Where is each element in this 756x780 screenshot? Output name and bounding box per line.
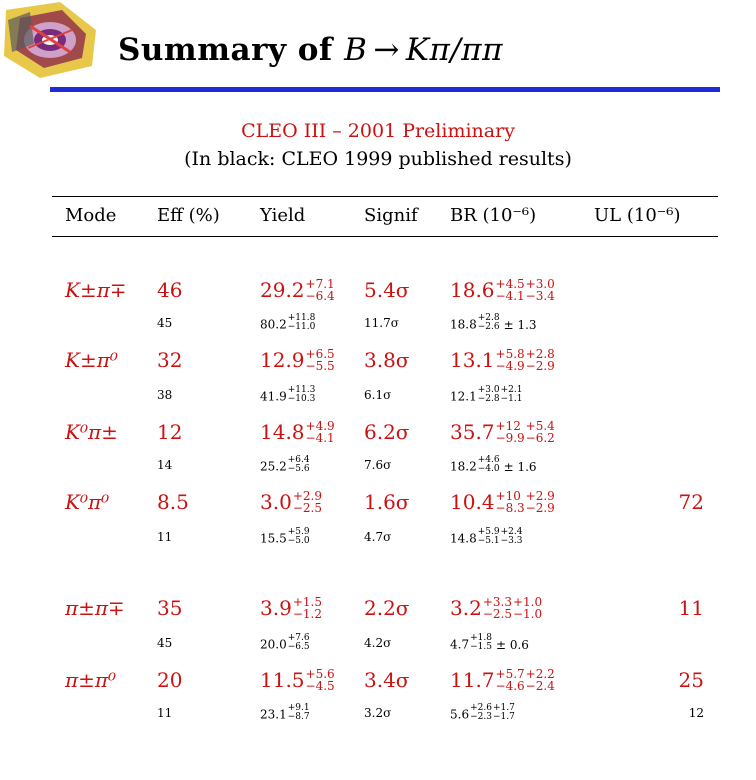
yield-err-up: +5.6	[305, 666, 335, 681]
yield-err-up: +6.5	[305, 346, 335, 361]
yield-err-up: +1.5	[292, 594, 322, 609]
significance: 1.6σ	[364, 490, 410, 514]
branching-ratio-value: 4.7	[450, 637, 470, 652]
yield	[260, 348, 335, 374]
yield-value: 23.1	[260, 707, 287, 722]
branching-ratio-stat-up: +1.8	[470, 633, 492, 643]
decay-mode: K±π⁰	[65, 348, 118, 372]
branching-ratio	[450, 703, 515, 724]
table-header-rule	[52, 236, 718, 237]
branching-ratio-syst: ± 0.6	[495, 637, 529, 652]
branching-ratio-value: 3.2	[450, 596, 482, 620]
yield-value: 3.0	[260, 490, 292, 514]
branching-ratio-syst-up: +1.7	[492, 703, 515, 713]
yield-err-up: +4.9	[305, 418, 335, 433]
branching-ratio-syst-up: +2.2	[525, 666, 555, 681]
branching-ratio-stat-up: +2.6	[470, 703, 492, 713]
yield-err-down: −5.6	[287, 464, 310, 474]
decay-mode: K±π∓	[65, 278, 127, 302]
yield-err-down: −4.5	[305, 678, 335, 693]
subtitle-cleo3: CLEO III – 2001 Preliminary	[241, 120, 515, 142]
yield-err	[288, 704, 310, 722]
yield-err	[288, 528, 310, 546]
efficiency: 35	[157, 596, 183, 620]
branching-ratio-stat	[478, 314, 500, 332]
branching-ratio-syst	[513, 596, 542, 620]
branching-ratio	[450, 385, 523, 406]
yield-err	[306, 420, 335, 444]
branching-ratio-value: 12.1	[450, 389, 477, 404]
branching-ratio-syst	[526, 490, 555, 514]
branching-ratio-syst-up: +3.0	[525, 276, 555, 291]
branching-ratio-stat-down: −2.6	[477, 322, 500, 332]
yield-err	[306, 348, 335, 372]
yield	[260, 313, 316, 334]
subtitle-cleo1999: (In black: CLEO 1999 published results)	[184, 148, 572, 170]
significance: 3.8σ	[364, 348, 410, 372]
yield	[260, 633, 310, 654]
yield-err	[288, 634, 310, 652]
branching-ratio	[450, 420, 555, 446]
branching-ratio-value: 5.6	[450, 707, 470, 722]
branching-ratio-stat-up: +3.0	[477, 385, 500, 395]
branching-ratio-syst-down: −6.2	[525, 430, 555, 445]
yield-err-down: −4.1	[305, 430, 335, 445]
significance: 7.6σ	[364, 458, 392, 472]
branching-ratio-syst	[493, 704, 515, 722]
branching-ratio-stat	[478, 528, 500, 546]
branching-ratio-value: 10.4	[450, 490, 495, 514]
branching-ratio-stat-down: −2.3	[470, 712, 492, 722]
branching-ratio	[450, 596, 542, 622]
efficiency: 20	[157, 668, 183, 692]
yield-err-up: +11.3	[287, 385, 316, 395]
yield-err-up: +7.6	[287, 633, 310, 643]
branching-ratio-value: 11.7	[450, 668, 495, 692]
page-title: Summary of B → Kπ/ππ	[118, 32, 504, 68]
significance: 11.7σ	[364, 316, 399, 330]
branching-ratio-stat	[496, 420, 525, 444]
branching-ratio-syst-down: −1.0	[512, 606, 543, 621]
decay-mode: K⁰π±	[65, 420, 118, 444]
branching-ratio-stat-up: +12	[495, 418, 521, 433]
branching-ratio-syst	[526, 420, 555, 444]
upper-limit: 25	[678, 668, 704, 692]
branching-ratio-stat	[496, 278, 525, 302]
branching-ratio-syst-up: +2.8	[525, 346, 555, 361]
header-eff: Eff (%)	[157, 205, 220, 226]
efficiency: 8.5	[157, 490, 189, 514]
title-underline	[50, 87, 720, 92]
branching-ratio-stat-up: +5.9	[477, 527, 500, 537]
branching-ratio	[450, 633, 529, 654]
branching-ratio-stat	[496, 490, 525, 514]
branching-ratio-syst	[526, 278, 555, 302]
decay-mode: π±π⁰	[65, 668, 117, 692]
header-signif: Signif	[364, 205, 418, 226]
yield-value: 3.9	[260, 596, 292, 620]
header-mode: Mode	[65, 205, 117, 226]
header-yield: Yield	[260, 205, 306, 226]
branching-ratio-stat-down: −4.6	[495, 678, 525, 693]
table-top-rule	[52, 196, 718, 197]
branching-ratio-stat-down: −9.9	[495, 430, 525, 445]
yield-err	[288, 456, 310, 474]
efficiency: 46	[157, 278, 183, 302]
yield-err-down: −1.2	[292, 606, 322, 621]
branching-ratio-syst-down: −3.4	[525, 288, 555, 303]
yield	[260, 527, 310, 548]
upper-limit: 72	[678, 490, 704, 514]
branching-ratio-value: 13.1	[450, 348, 495, 372]
yield-value: 15.5	[260, 531, 287, 546]
branching-ratio-stat	[478, 386, 500, 404]
branching-ratio-stat	[478, 456, 500, 474]
efficiency: 45	[157, 316, 173, 330]
branching-ratio-syst: ± 1.6	[503, 459, 537, 474]
branching-ratio-stat	[496, 668, 525, 692]
branching-ratio-stat	[470, 704, 492, 722]
branching-ratio-stat-down: −4.0	[477, 464, 500, 474]
branching-ratio-stat-down: −8.3	[495, 500, 525, 515]
branching-ratio-syst: ± 1.3	[503, 317, 537, 332]
yield-err	[293, 596, 322, 620]
branching-ratio-stat-up: +5.8	[495, 346, 525, 361]
branching-ratio-syst-up: +5.4	[525, 418, 555, 433]
branching-ratio-syst-down: −1.1	[500, 394, 523, 404]
yield-err	[293, 490, 322, 514]
branching-ratio	[450, 668, 555, 694]
branching-ratio-stat-down: −2.8	[477, 394, 500, 404]
significance: 6.2σ	[364, 420, 410, 444]
branching-ratio	[450, 348, 555, 374]
header-br: BR (10⁻⁶)	[450, 205, 537, 226]
decay-mode: K⁰π⁰	[65, 490, 110, 514]
branching-ratio-value: 18.8	[450, 317, 477, 332]
significance: 3.2σ	[364, 706, 392, 720]
branching-ratio-stat-down: −4.9	[495, 358, 525, 373]
branching-ratio-syst-up: +2.9	[525, 488, 555, 503]
significance: 5.4σ	[364, 278, 410, 302]
branching-ratio-stat-down: −1.5	[470, 642, 492, 652]
yield	[260, 596, 322, 622]
branching-ratio-stat-down: −2.5	[482, 606, 512, 621]
branching-ratio	[450, 490, 555, 516]
efficiency: 11	[157, 706, 173, 720]
yield-value: 20.0	[260, 637, 287, 652]
efficiency: 32	[157, 348, 183, 372]
yield-err-up: +7.1	[305, 276, 335, 291]
upper-limit: 11	[678, 596, 704, 620]
yield-err-down: −11.0	[287, 322, 316, 332]
yield-err-down: −5.5	[305, 358, 335, 373]
header-ul: UL (10⁻⁶)	[594, 205, 681, 226]
yield-err-up: +11.8	[287, 313, 316, 323]
branching-ratio-syst	[501, 386, 523, 404]
significance: 4.2σ	[364, 636, 392, 650]
branching-ratio-stat-up: +5.7	[495, 666, 525, 681]
yield-err-down: −10.3	[287, 394, 316, 404]
yield-err-up: +6.4	[287, 455, 310, 465]
yield-value: 11.5	[260, 668, 305, 692]
branching-ratio-stat	[483, 596, 512, 620]
upper-limit: 12	[688, 706, 704, 720]
yield-err-down: −6.5	[287, 642, 310, 652]
efficiency: 45	[157, 636, 173, 650]
yield-value: 80.2	[260, 317, 287, 332]
branching-ratio-stat-up: +10	[495, 488, 521, 503]
efficiency: 38	[157, 388, 173, 402]
yield-value: 14.8	[260, 420, 305, 444]
yield-value: 41.9	[260, 389, 287, 404]
branching-ratio-syst-up: +2.4	[500, 527, 523, 537]
branching-ratio-stat-down: −4.1	[495, 288, 525, 303]
branching-ratio-value: 14.8	[450, 531, 477, 546]
branching-ratio-syst-down: −2.4	[525, 678, 555, 693]
significance: 3.4σ	[364, 668, 410, 692]
yield	[260, 668, 335, 694]
branching-ratio-syst	[526, 668, 555, 692]
branching-ratio-value: 18.6	[450, 278, 495, 302]
decay-mode: π±π∓	[65, 596, 125, 620]
cleo-detector-logo	[0, 0, 100, 80]
yield	[260, 278, 335, 304]
yield-value: 25.2	[260, 459, 287, 474]
branching-ratio-value: 18.2	[450, 459, 477, 474]
branching-ratio	[450, 527, 523, 548]
branching-ratio-syst-up: +2.1	[500, 385, 523, 395]
efficiency: 14	[157, 458, 173, 472]
yield-err-up: +5.9	[287, 527, 310, 537]
branching-ratio-stat-up: +3.3	[482, 594, 512, 609]
efficiency: 12	[157, 420, 183, 444]
yield-err-up: +9.1	[287, 703, 310, 713]
branching-ratio-stat-down: −5.1	[477, 536, 500, 546]
significance: 2.2σ	[364, 596, 410, 620]
yield	[260, 703, 310, 724]
branching-ratio-syst	[526, 348, 555, 372]
yield-value: 29.2	[260, 278, 305, 302]
yield-err-up: +2.9	[292, 488, 322, 503]
branching-ratio-stat	[496, 348, 525, 372]
branching-ratio-stat	[470, 634, 492, 652]
yield-err-down: −2.5	[292, 500, 322, 515]
branching-ratio-syst-down: −2.9	[525, 358, 555, 373]
yield	[260, 385, 316, 406]
yield-err	[288, 314, 316, 332]
efficiency: 11	[157, 530, 173, 544]
branching-ratio-value: 35.7	[450, 420, 495, 444]
branching-ratio-syst-down: −2.9	[525, 500, 555, 515]
significance: 4.7σ	[364, 530, 392, 544]
branching-ratio	[450, 278, 555, 304]
yield-err-down: −6.4	[305, 288, 335, 303]
yield	[260, 490, 322, 516]
yield-err	[306, 278, 335, 302]
branching-ratio	[450, 313, 537, 334]
yield-err	[288, 386, 316, 404]
branching-ratio-stat-up: +4.5	[495, 276, 525, 291]
branching-ratio-stat-up: +4.6	[477, 455, 500, 465]
branching-ratio-syst-down: −1.7	[492, 712, 515, 722]
yield	[260, 420, 335, 446]
yield	[260, 455, 310, 476]
branching-ratio	[450, 455, 537, 476]
yield-value: 12.9	[260, 348, 305, 372]
yield-err-down: −8.7	[287, 712, 310, 722]
branching-ratio-syst-up: +1.0	[512, 594, 543, 609]
branching-ratio-stat-up: +2.8	[477, 313, 500, 323]
yield-err-down: −5.0	[287, 536, 310, 546]
significance: 6.1σ	[364, 388, 392, 402]
yield-err	[306, 668, 335, 692]
branching-ratio-syst	[501, 528, 523, 546]
branching-ratio-syst-down: −3.3	[500, 536, 523, 546]
